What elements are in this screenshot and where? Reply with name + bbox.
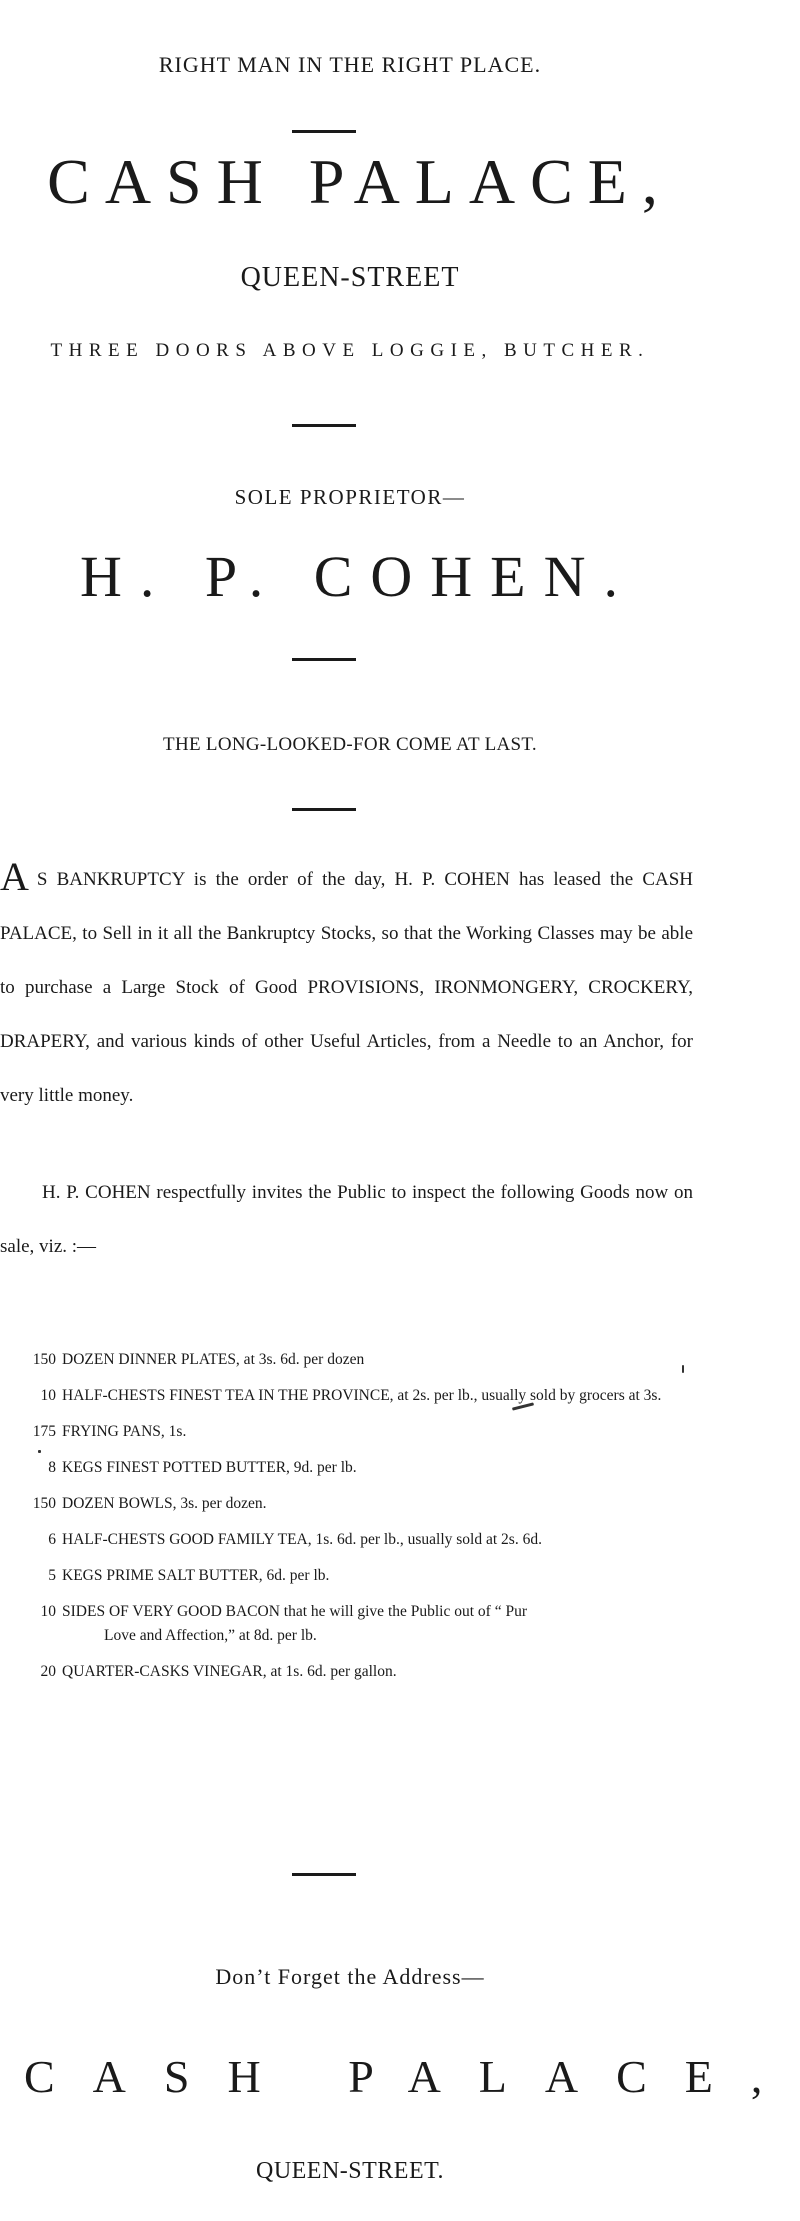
goods-desc: HALF-CHESTS GOOD FAMILY TEA, 1s. 6d. per lb., usually sold at 2s. 6d. [62,1531,542,1548]
divider-rule [292,1873,356,1876]
goods-qty: 8 [48,1459,56,1476]
goods-qty: 150 [32,1351,56,1368]
goods-desc: DOZEN BOWLS, 3s. per dozen. [62,1495,267,1512]
drop-cap: A [0,854,29,899]
divider-rule [292,658,356,661]
announcement-text: S BANKRUPTCY is the order of the day, H. P. COHEN has leased the CASH PALACE, to Sell in it all the Bankruptcy Stocks, so that the Working Classes may be able to purchase a Large Stock of Good PROVISIONS, IRONMONGERY, CROCKERY, DRAPERY, and various kinds of other Useful Articles, from a Needle to an Anchor, for very little money. [0,869,693,1106]
goods-item [0,1564,700,1588]
divider-rule [292,808,356,811]
address-reminder: Don’t Forget the Address— [215,1964,485,1989]
invitation-paragraph: H. P. COHEN respectfully invites the Public to inspect the following Goods now on sale, viz. :— [0,1182,693,1257]
shop-name-heading: CASH PALACE, [47,146,673,217]
goods-desc-continuation: Love and Affection,” at 8d. per lb. [104,1627,317,1644]
goods-qty: 10 [40,1603,56,1620]
goods-desc: QUARTER-CASKS VINEGAR, at 1s. 6d. per gallon. [62,1663,397,1680]
goods-item [0,1660,700,1684]
goods-item [0,1600,700,1648]
ink-speck [682,1365,684,1373]
goods-desc: FRYING PANS, 1s. [62,1423,187,1440]
goods-item [0,1384,700,1408]
tagline: RIGHT MAN IN THE RIGHT PLACE. [158,52,542,77]
goods-item [0,1492,700,1516]
goods-desc: SIDES OF VERY GOOD BACON that he will give the Public out of “ Pur [62,1603,527,1620]
goods-qty: 150 [32,1495,56,1512]
slogan: THE LONG-LOOKED-FOR COME AT LAST. [163,734,537,755]
goods-item [0,1348,700,1372]
street-subheading: QUEEN-STREET [240,262,460,293]
goods-list [0,1348,700,1696]
divider-rule [292,130,356,133]
ink-speck [38,1450,41,1453]
goods-desc: KEGS FINEST POTTED BUTTER, 9d. per lb. [62,1459,357,1476]
goods-item [0,1528,700,1552]
goods-item [0,1456,700,1480]
goods-item [0,1420,700,1444]
goods-desc: DOZEN DINNER PLATES, at 3s. 6d. per dozen [62,1351,365,1368]
shop-name-footer: CASH PALACE, [24,2051,800,2102]
goods-qty: 6 [48,1531,56,1548]
divider-rule [292,424,356,427]
goods-desc: HALF-CHESTS FINEST TEA IN THE PROVINCE, at 2s. per lb., usually sold by grocers at 3s. [62,1387,662,1404]
street-footer: QUEEN-STREET. [255,2158,445,2184]
goods-desc: KEGS PRIME SALT BUTTER, 6d. per lb. [62,1567,330,1584]
goods-qty: 10 [40,1387,56,1404]
location-line: THREE DOORS ABOVE LOGGIE, BUTCHER. [50,340,650,361]
proprietor-name: H. P. COHEN. [80,544,636,609]
goods-qty: 20 [40,1663,56,1680]
proprietor-label: SOLE PROPRIETOR— [234,485,466,509]
goods-qty: 5 [48,1567,56,1584]
goods-qty: 175 [32,1423,56,1440]
announcement-paragraph [0,853,693,1123]
